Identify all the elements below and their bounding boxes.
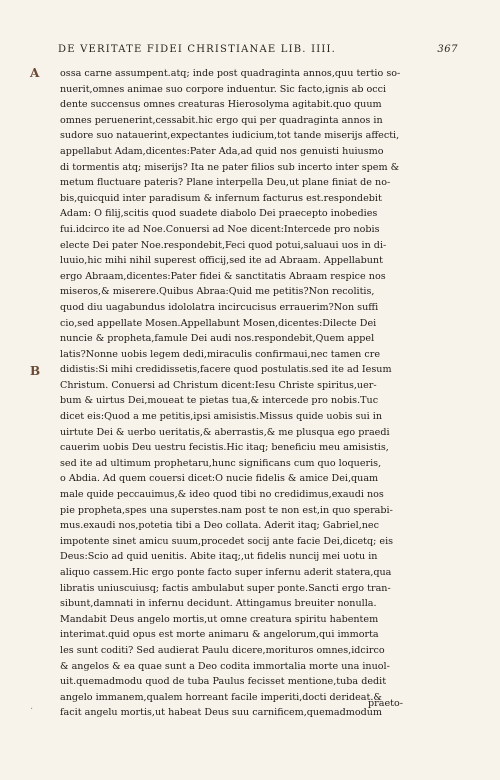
text-line: uirtute Dei & uerbo ueritatis,& aberrastis,& me plusqua ego praedi <box>60 426 390 438</box>
text-line: libratis uniuscuiusq; factis ambulabut super ponte.Sancti ergo tran- <box>60 582 391 594</box>
text-line: nuerit,omnes animae suo corpore induentur. Sic facto,ignis ab occi <box>60 83 387 95</box>
text-line: di tormentis atq; miserijs? Ita ne pater filios sub incerto inter spem & <box>60 161 400 173</box>
text-line: male quide peccauimus,& ideo quod tibi no credidimus,exaudi nos <box>60 489 384 501</box>
text-line: Adam: O filij,scitis quod suadete diabolo Dei praecepto inobedies <box>60 208 378 220</box>
text-line: quod diu uagabundus idololatra incircucisus errauerim?Non suffi <box>60 301 379 313</box>
margin-letter-a: A <box>30 66 40 80</box>
text-line: omnes peruenerint,cessabit.hic ergo qui per quadraginta annos in <box>60 114 383 126</box>
text-line: cauerim uobis Deu uestru fecistis.Hic itaq; beneficiu meu amisistis, <box>60 442 389 454</box>
text-line: bis,quicquid inter paradisum & infernum facturus est.respondebit <box>60 192 382 204</box>
text-line: latis?Nonne uobis legem dedi,miraculis confirmaui,nec tamen cre <box>60 348 381 360</box>
text-line: mus.exaudi nos,potetia tibi a Deo collata. Aderit itaq; Gabriel,nec <box>60 520 379 532</box>
text-line: sudore suo natauerint,expectantes iudicium,tot tande miserijs affecti, <box>60 130 400 142</box>
text-line: o Abdia. Ad quem couersi dicet:O nucie fidelis & amice Dei,quam <box>60 473 379 485</box>
running-header <box>58 44 458 55</box>
text-line: dente succensus omnes creaturas Hierosolyma agitabit.quo quum <box>60 99 382 111</box>
text-line: pie propheta,spes una superstes.nam post te non est,in quo sperabi- <box>60 504 393 516</box>
text-line: miseros,& miserere.Quibus Abraa:Quid me petitis?Non recolitis, <box>60 286 375 298</box>
text-line: dicet eis:Quod a me petitis,ipsi amisistis.Missus quide uobis sui in <box>60 411 383 423</box>
text-line: didistis:Si mihi credidissetis,facere quod postulatis.sed ite ad Iesum <box>60 364 392 376</box>
catchword: praeto- <box>368 698 403 709</box>
text-line: & angelos & ea quae sunt a Deo codita immortalia morte una inuol- <box>60 660 390 672</box>
text-line: nuncie & propheta,famule Dei audi nos.respondebit,Quem appel <box>60 333 375 345</box>
text-line: ergo Abraam,dicentes:Pater fidei & sanctitatis Abraam respice nos <box>60 270 386 282</box>
ink-fleck: · <box>30 704 34 715</box>
margin-letter-b: B <box>30 364 41 378</box>
text-line: appellabut Adam,dicentes:Pater Ada,ad quid nos genuisti huiusmo <box>60 145 384 157</box>
text-line: cio,sed appellate Mosen.Appellabunt Mosen,dicentes:Dilecte Dei <box>60 317 377 329</box>
text-line: interimat.quid opus est morte animaru & angelorum,qui immorta <box>60 629 379 641</box>
folio-number: 367 <box>437 44 458 55</box>
text-line: Mandabit Deus angelo mortis,ut omne creatura spiritu habentem <box>60 613 379 625</box>
text-line: angelo immanem,qualem horreant facile imperiti,docti derideat.& <box>60 691 382 703</box>
body-text <box>60 66 460 721</box>
text-line: ossa carne assumpent.atq; inde post quadraginta annos,quu tertio so- <box>60 68 401 79</box>
text-line: bum & uirtus Dei,moueat te pietas tua,& intercede pro nobis.Tuc <box>60 395 379 407</box>
text-line: luuio,hic mihi nihil superest officij,sed ite ad Abraam. Appellabunt <box>60 255 383 267</box>
text-line: Christum. Conuersi ad Christum dicent:Iesu Christe spiritus,uer- <box>60 379 377 391</box>
text-line: impotente sinet amicu suum,procedet socij ante facie Dei,dicetq; eis <box>60 535 394 547</box>
text-line: electe Dei pater Noe.respondebit,Feci quod potui,saluaui uos in di- <box>60 239 387 251</box>
text-line: fui.idcirco ite ad Noe.Conuersi ad Noe dicent:Intercede pro nobis <box>60 223 380 235</box>
text-line: sed ite ad ultimum prophetaru,hunc significans cum quo loqueris, <box>60 457 382 469</box>
running-title: DE VERITATE FIDEI CHRISTIANAE LIB. IIII. <box>58 44 337 55</box>
text-line: facit angelu mortis,ut habeat Deus suu carnificem,quemadmodum <box>60 707 383 719</box>
text-line: metum fluctuare pateris? Plane interpella Deu,ut plane finiat de no- <box>60 177 391 189</box>
text-line: uit.quemadmodu quod de tuba Paulus fecisset mentione,tuba dedit <box>60 676 387 688</box>
text-line: les sunt coditi? Sed audierat Paulu dicere,morituros omnes,idcirco <box>60 644 385 656</box>
text-line: Deus:Scio ad quid uenitis. Abite itaq;,ut fidelis nuncij mei uotu in <box>60 551 378 563</box>
text-line: sibunt,damnati in infernu decidunt. Attingamus breuiter nonulla. <box>60 598 377 610</box>
text-line: aliquo cassem.Hic ergo ponte facto super infernu aderit statera,qua <box>60 567 392 578</box>
